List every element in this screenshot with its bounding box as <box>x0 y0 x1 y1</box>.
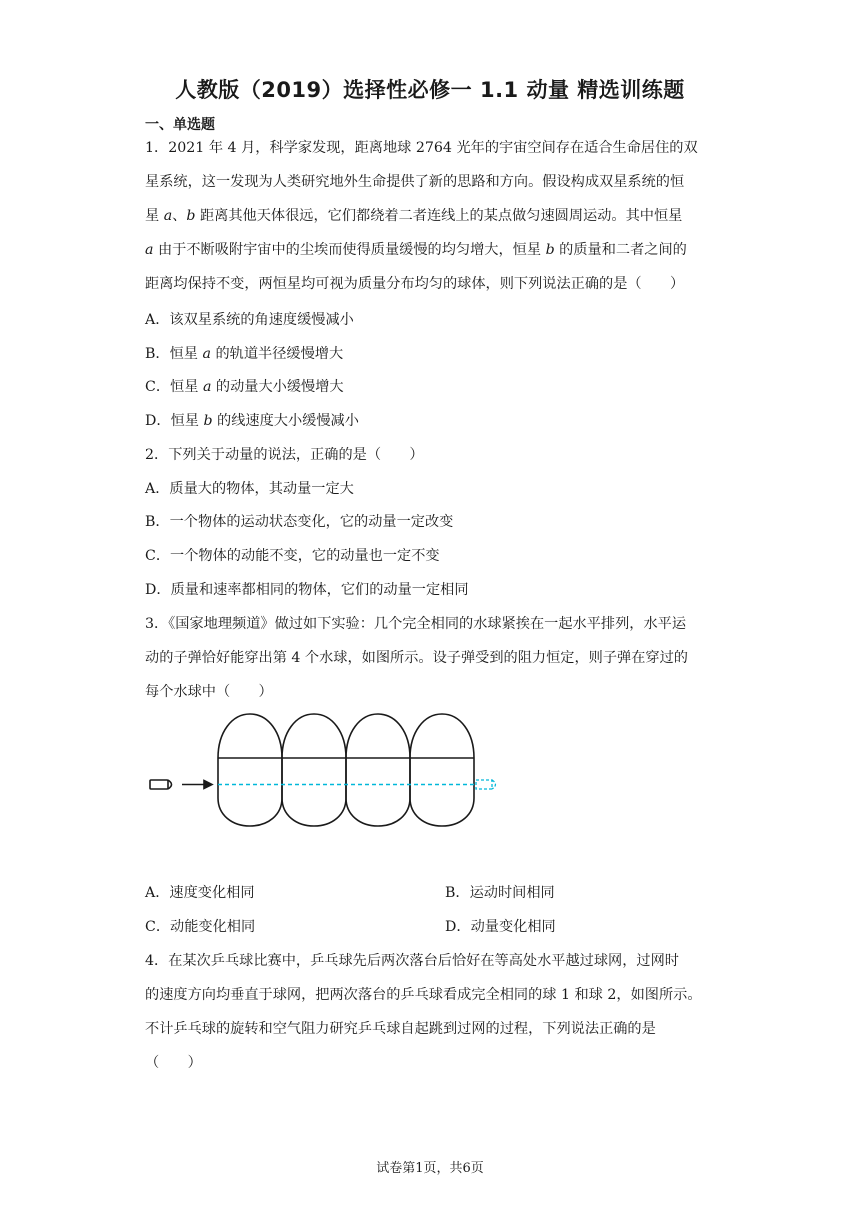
q2-option-a: A．质量大的物体，其动量一定大 <box>145 481 354 497</box>
q1-text: C．恒星 <box>145 379 203 395</box>
q1-text: 的质量和二者之间的 <box>554 242 687 258</box>
q1-text: 的轨道半径缓慢增大 <box>210 346 344 362</box>
q1-line-5: 距离均保持不变，两恒星均可视为质量分布均匀的球体，则下列说法正确的是（ ） <box>145 276 685 292</box>
page-footer: 试卷第1页，共6页 <box>376 1161 484 1176</box>
water-balloon-3 <box>346 714 410 826</box>
q2-option-d: D．质量和速率都相同的物体，它们的动量一定相同 <box>145 582 469 598</box>
water-balloon-4 <box>410 714 474 826</box>
q4-line-2: 的速度方向均垂直于球网，把两次落台的乒乓球看成完全相同的球 1 和球 2，如图所示。 <box>145 987 702 1003</box>
q1-line-3 <box>145 206 682 226</box>
section-heading: 一、单选题 <box>145 117 215 133</box>
water-balloon-2 <box>282 714 346 826</box>
q1-line-4 <box>145 240 687 260</box>
q1-text: B．恒星 <box>145 346 203 362</box>
q1-option-b <box>145 344 343 364</box>
q2-option-b: B．一个物体的运动状态变化，它的动量一定改变 <box>145 514 454 530</box>
q1-option-a: A．该双星系统的角速度缓慢减小 <box>145 312 354 328</box>
q1-text: 、 <box>172 208 187 224</box>
var-a: a <box>163 208 173 224</box>
water-balloon-figure <box>140 712 520 842</box>
q1-line-2: 星系统，这一发现为人类研究地外生命提供了新的思路和方向。假设构成双星系统的恒 <box>145 174 685 190</box>
var-b: b <box>203 413 213 429</box>
q1-text: 由于不断吸附宇宙中的尘埃而使得质量缓慢的均匀增大，恒星 <box>153 242 546 258</box>
q2-stem: 2．下列关于动量的说法，正确的是（ ） <box>145 447 424 463</box>
water-balloon-1 <box>218 714 282 826</box>
q3-option-a: A．速度变化相同 <box>145 885 255 901</box>
bullet-shape <box>150 780 168 789</box>
q3-line-3: 每个水球中（ ） <box>145 684 273 700</box>
q1-text: D．恒星 <box>145 413 204 429</box>
q1-text: 的动量大小缓慢增大 <box>211 379 344 395</box>
page-title: 人教版（2019）选择性必修一 1.1 动量 精选训练题 <box>175 78 685 102</box>
q1-text: 星 <box>145 208 164 224</box>
q4-line-4: （ ） <box>145 1055 202 1071</box>
q2-option-c: C．一个物体的动能不变，它的动量也一定不变 <box>145 548 440 564</box>
arrow-head <box>204 781 212 789</box>
var-a: a <box>202 346 211 362</box>
q1-option-c <box>145 377 344 397</box>
q1-text: 的线速度大小缓慢减小 <box>212 413 359 429</box>
q4-line-3: 不计乒乓球的旋转和空气阻力研究乒乓球自起跳到过网的过程，下列说法正确的是 <box>145 1021 656 1037</box>
var-b: b <box>186 208 196 224</box>
var-a: a <box>145 242 154 258</box>
q1-text: 距离其他天体很远，它们都绕着二者连线上的某点做匀速圆周运动。其中恒星 <box>195 208 683 224</box>
q3-option-c: C．动能变化相同 <box>145 919 256 935</box>
q3-option-b: B．运动时间相同 <box>445 885 555 901</box>
q1-option-d <box>145 411 359 431</box>
q4-line-1: 4．在某次乒乓球比赛中，乒乓球先后两次落台后恰好在等高处水平越过球网，过网时 <box>145 953 679 969</box>
var-a: a <box>202 379 212 395</box>
q1-line-1: 1．2021 年 4 月，科学家发现，距离地球 2764 光年的宇宙空间存在适合生命居住的双 <box>145 140 698 156</box>
exiting-bullet <box>476 780 496 789</box>
q3-line-2: 动的子弹恰好能穿出第 4 个水球，如图所示。设子弹受到的阻力恒定，则子弹在穿过的 <box>145 650 688 666</box>
q3-line-1: 3．《国家地理频道》做过如下实验：几个完全相同的水球紧挨在一起水平排列，水平运 <box>145 616 687 632</box>
var-b: b <box>545 242 555 258</box>
q3-option-d: D．动量变化相同 <box>445 919 556 935</box>
